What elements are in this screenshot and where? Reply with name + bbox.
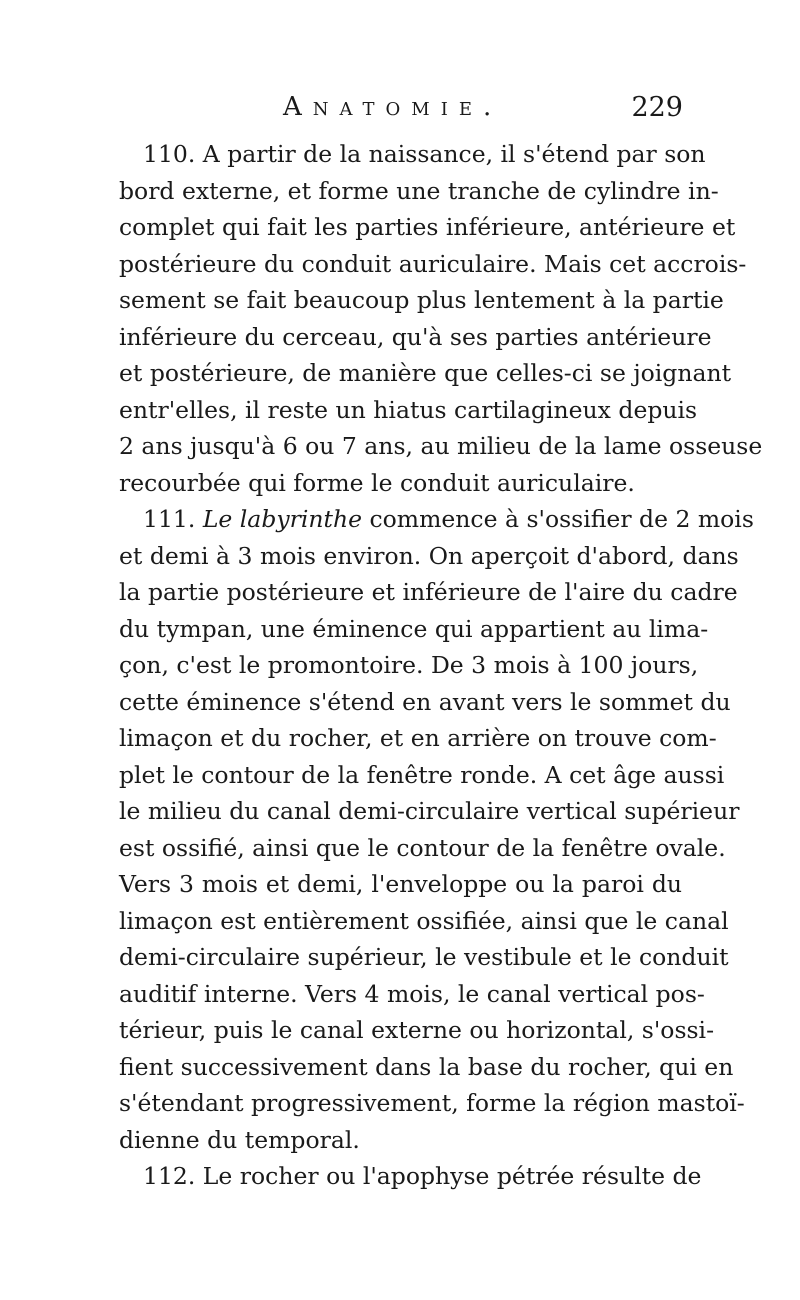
- text-line: entr'elles, il reste un hiatus cartilagineux depuis: [119, 395, 698, 424]
- text-line: et postérieure, de manière que celles-ci se joignant: [119, 359, 732, 387]
- text-line: dienne du temporal.: [119, 1125, 360, 1154]
- italic-term: Le labyrinthe: [202, 505, 363, 533]
- text-line: complet qui fait les parties inférieure, antérieure et: [119, 213, 736, 241]
- text-line: inférieure du cerceau, qu'à ses parties antérieure: [119, 322, 712, 351]
- text-line: Vers 3 mois et demi, l'enveloppe ou la paroi du: [119, 870, 682, 898]
- text-line: le milieu du canal demi-circulaire vertical supérieur: [119, 797, 740, 825]
- text-line: bord externe, et forme une tranche de cylindre in-: [119, 176, 719, 205]
- text-line: et demi à 3 mois environ. On aperçoit d'abord, dans: [119, 541, 739, 570]
- body-text: [119, 136, 763, 1195]
- page-number: 229: [631, 92, 683, 123]
- text-line: recourbée qui forme le conduit auriculaire.: [119, 468, 635, 497]
- paragraph-number: 111.: [143, 505, 196, 533]
- text-line: 110. A partir de la naissance, il s'étend par son: [143, 140, 706, 168]
- text-line: plet le contour de la fenêtre ronde. A cet âge aussi: [119, 760, 725, 789]
- text-line: 2 ans jusqu'à 6 ou 7 ans, au milieu de la lame osseuse: [119, 432, 763, 460]
- text-line: postérieure du conduit auriculaire. Mais cet accrois-: [119, 249, 747, 278]
- text-line: 112. Le rocher ou l'apophyse pétrée résulte de: [143, 1162, 702, 1190]
- text-line: fient successivement dans la base du rocher, qui en: [119, 1052, 734, 1081]
- text-line: sement se fait beaucoup plus lentement à la partie: [119, 286, 724, 314]
- text-line: la partie postérieure et inférieure de l'aire du cadre: [119, 578, 738, 606]
- text-line: du tympan, une éminence qui appartient au lima-: [119, 614, 709, 643]
- text-line: limaçon et du rocher, et en arrière on trouve com-: [119, 724, 717, 752]
- text-fragment: commence à s'ossifier de 2 mois: [369, 505, 754, 533]
- text-line: auditif interne. Vers 4 mois, le canal vertical pos-: [119, 979, 705, 1008]
- running-title: Anatomie.: [283, 92, 503, 122]
- text-line: est ossifié, ainsi que le contour de la fenêtre ovale.: [119, 833, 726, 862]
- text-line: çon, c'est le promontoire. De 3 mois à 100 jours,: [119, 651, 699, 679]
- text-line: demi-circulaire supérieur, le vestibule et le conduit: [119, 943, 729, 971]
- text-line: cette éminence s'étend en avant vers le sommet du: [119, 687, 731, 716]
- text-line: térieur, puis le canal externe ou horizontal, s'ossi-: [119, 1016, 715, 1044]
- text-line: limaçon est entièrement ossifiée, ainsi que le canal: [119, 906, 729, 935]
- running-head: [118, 92, 683, 128]
- text-line: s'étendant progressivement, forme la région mastoï-: [119, 1089, 745, 1117]
- text-line-paragraph-start: [119, 501, 754, 538]
